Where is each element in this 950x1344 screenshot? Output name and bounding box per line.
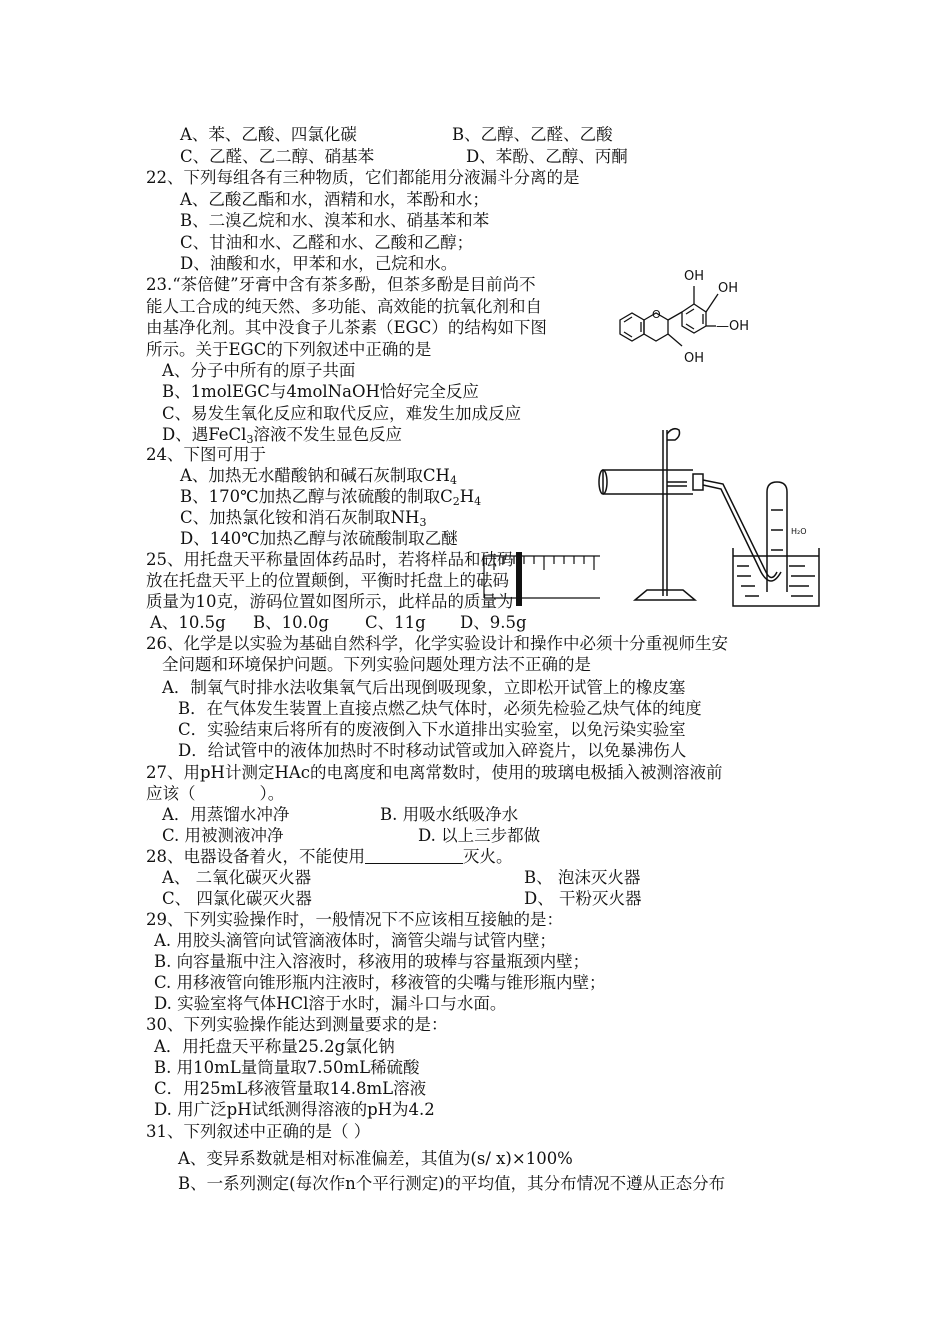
egc-structure-diagram bbox=[610, 258, 790, 370]
q23-option-a: A、分子中所有的原子共面 bbox=[162, 361, 356, 380]
q22-stem: 22、下列每组各有三种物质，它们都能用分液漏斗分离的是 bbox=[146, 168, 580, 187]
q25-option-d: D、9.5g bbox=[460, 613, 527, 632]
q30-option-d: D. 用广泛pH试纸测得溶液的pH为4.2 bbox=[154, 1100, 435, 1119]
q23-stem-line2: 能人工合成的纯天然、多功能、高效能的抗氧化剂和自 bbox=[146, 297, 542, 316]
water-label: H₂O bbox=[791, 527, 807, 536]
egc-oh-bottom: OH bbox=[684, 351, 705, 366]
q29-option-b: B. 向容量瓶中注入溶液时，移液用的玻棒与容量瓶颈内壁； bbox=[154, 952, 590, 971]
q27-option-b: B. 用吸水纸吸净水 bbox=[380, 805, 519, 824]
q29-option-c: C. 用移液管向锥形瓶内注液时，移液管的尖嘴与锥形瓶内壁； bbox=[154, 973, 606, 992]
q28-option-b: B、 泡沫灭火器 bbox=[524, 868, 641, 887]
q29-option-d: D. 实验室将气体HCl溶于水时，漏斗口与水面。 bbox=[154, 994, 507, 1013]
q31-option-a: A、变异系数就是相对标准偏差，其值为(s/ x)×100% bbox=[178, 1149, 573, 1168]
q24-option-b: B、170℃加热乙醇与浓硫酸的制取$C_2H_4$ bbox=[180, 487, 482, 508]
q30-option-a: A．用托盘天平称量25.2g氯化钠 bbox=[154, 1037, 395, 1056]
q28-option-a: A、 二氧化碳灭火器 bbox=[162, 868, 312, 887]
q30-option-c: C．用25mL移液管量取14.8mL溶液 bbox=[154, 1079, 427, 1098]
q28-blank bbox=[365, 847, 463, 864]
balance-rider-scale bbox=[482, 548, 602, 608]
q26-option-c: C．实验结束后将所有的废液倒入下水道排出实验室，以免污染实验室 bbox=[178, 720, 686, 739]
gas-apparatus-diagram bbox=[595, 420, 827, 610]
q26-option-a: A．制氧气时排水法收集氧气后出现倒吸现象，立即松开试管上的橡皮塞 bbox=[162, 678, 686, 697]
q24-option-d: D、140℃加热乙醇与浓硫酸制取乙醚 bbox=[180, 529, 458, 548]
q28-stem: 28、电器设备着火，不能使用 灭火。 bbox=[146, 847, 513, 866]
egc-oh-upper-right: OH bbox=[718, 281, 739, 296]
q27-option-d: D. 以上三步都做 bbox=[418, 826, 541, 845]
q22-option-d: D、油酸和水，甲苯和水，己烷和水。 bbox=[180, 254, 458, 273]
q31-option-b: B、一系列测定(每次作n个平行测定)的平均值，其分布情况不遵从正态分布 bbox=[178, 1174, 726, 1193]
egc-oh-top: OH bbox=[684, 269, 705, 284]
q29-stem: 29、下列实验操作时，一般情况下不应该相互接触的是： bbox=[146, 910, 563, 929]
q27-option-c: C. 用被测液冲净 bbox=[162, 826, 284, 845]
q25-option-c: C、11g bbox=[365, 613, 426, 632]
svg-text:O: O bbox=[652, 308, 661, 321]
q26-option-b: B．在气体发生装置上直接点燃乙炔气体时，必须先检验乙炔气体的纯度 bbox=[178, 699, 702, 718]
q30-option-b: B. 用10mL量筒量取7.50mL稀硫酸 bbox=[154, 1058, 420, 1077]
q23-option-b: B、1molEGC与4molNaOH恰好完全反应 bbox=[162, 382, 479, 401]
q21-option-b: B、乙醇、乙醛、乙酸 bbox=[452, 125, 613, 144]
q27-stem-line2: 应该（ ）。 bbox=[146, 784, 285, 803]
q25-stem-line3: 质量为10克，游码位置如图所示，此样品的质量为 bbox=[146, 592, 514, 611]
q23-stem-line4: 所示。关于EGC的下列叙述中正确的是 bbox=[146, 340, 432, 359]
q26-stem-line1: 26、化学是以实验为基础自然科学，化学实验设计和操作中必须十分重视师生安 bbox=[146, 634, 728, 653]
q23-stem-line1: 23.“茶倍健”牙膏中含有茶多酚，但茶多酚是目前尚不 bbox=[146, 275, 536, 294]
q26-stem-line2: 全问题和环境保护问题。下列实验问题处理方法不正确的是 bbox=[162, 655, 591, 674]
q27-stem-line1: 27、用pH计测定HAc的电离度和电离常数时，使用的玻璃电极插入被测溶液前 bbox=[146, 763, 723, 782]
q31-stem: 31、下列叙述中正确的是（ ） bbox=[146, 1122, 371, 1141]
q23-option-d: D、遇FeCl$_3$溶液不发生显色反应 bbox=[162, 425, 402, 446]
q25-option-a: A、10.5g bbox=[150, 613, 226, 632]
q21-option-a: A、苯、乙酸、四氯化碳 bbox=[180, 125, 357, 144]
q21-option-d: D、苯酚、乙醇、丙酮 bbox=[466, 147, 628, 166]
q28-option-d: D、 干粉灭火器 bbox=[524, 889, 642, 908]
q27-option-a: A．用蒸馏水冲净 bbox=[162, 805, 290, 824]
q22-option-c: C、甘油和水、乙醛和水、乙酸和乙醇； bbox=[180, 233, 474, 252]
q25-option-b: B、10.0g bbox=[253, 613, 329, 632]
q22-option-a: A、乙酸乙酯和水，酒精和水，苯酚和水； bbox=[180, 190, 489, 209]
q21-option-c: C、乙醛、乙二醇、硝基苯 bbox=[180, 147, 375, 166]
egc-oh-right: —OH bbox=[716, 319, 750, 334]
q29-option-a: A. 用胶头滴管向试管滴液体时，滴管尖端与试管内壁； bbox=[154, 931, 556, 950]
q23-option-c: C、易发生氧化反应和取代反应，难发生加成反应 bbox=[162, 404, 522, 423]
q28-option-c: C、 四氯化碳灭火器 bbox=[162, 889, 312, 908]
q25-stem-line2: 放在托盘天平上的位置颠倒，平衡时托盘上的砝码 bbox=[146, 571, 509, 590]
q24-option-a: A、加热无水醋酸钠和碱石灰制取$CH_4$ bbox=[180, 466, 457, 487]
q22-option-b: B、二溴乙烷和水、溴苯和水、硝基苯和苯 bbox=[180, 211, 490, 230]
q23-stem-line3: 由基净化剂。其中没食子儿茶素（EGC）的结构如下图 bbox=[146, 318, 547, 337]
q24-option-c: C、加热氯化铵和消石灰制取$NH_3$ bbox=[180, 508, 427, 529]
q26-option-d: D．给试管中的液体加热时不时移动试管或加入碎瓷片，以免暴沸伤人 bbox=[178, 741, 687, 760]
q24-stem: 24、下图可用于 bbox=[146, 445, 266, 464]
q25-stem-line1: 25、用托盘天平称量固体药品时，若将样品和砝码 bbox=[146, 550, 514, 569]
q30-stem: 30、下列实验操作能达到测量要求的是： bbox=[146, 1015, 448, 1034]
